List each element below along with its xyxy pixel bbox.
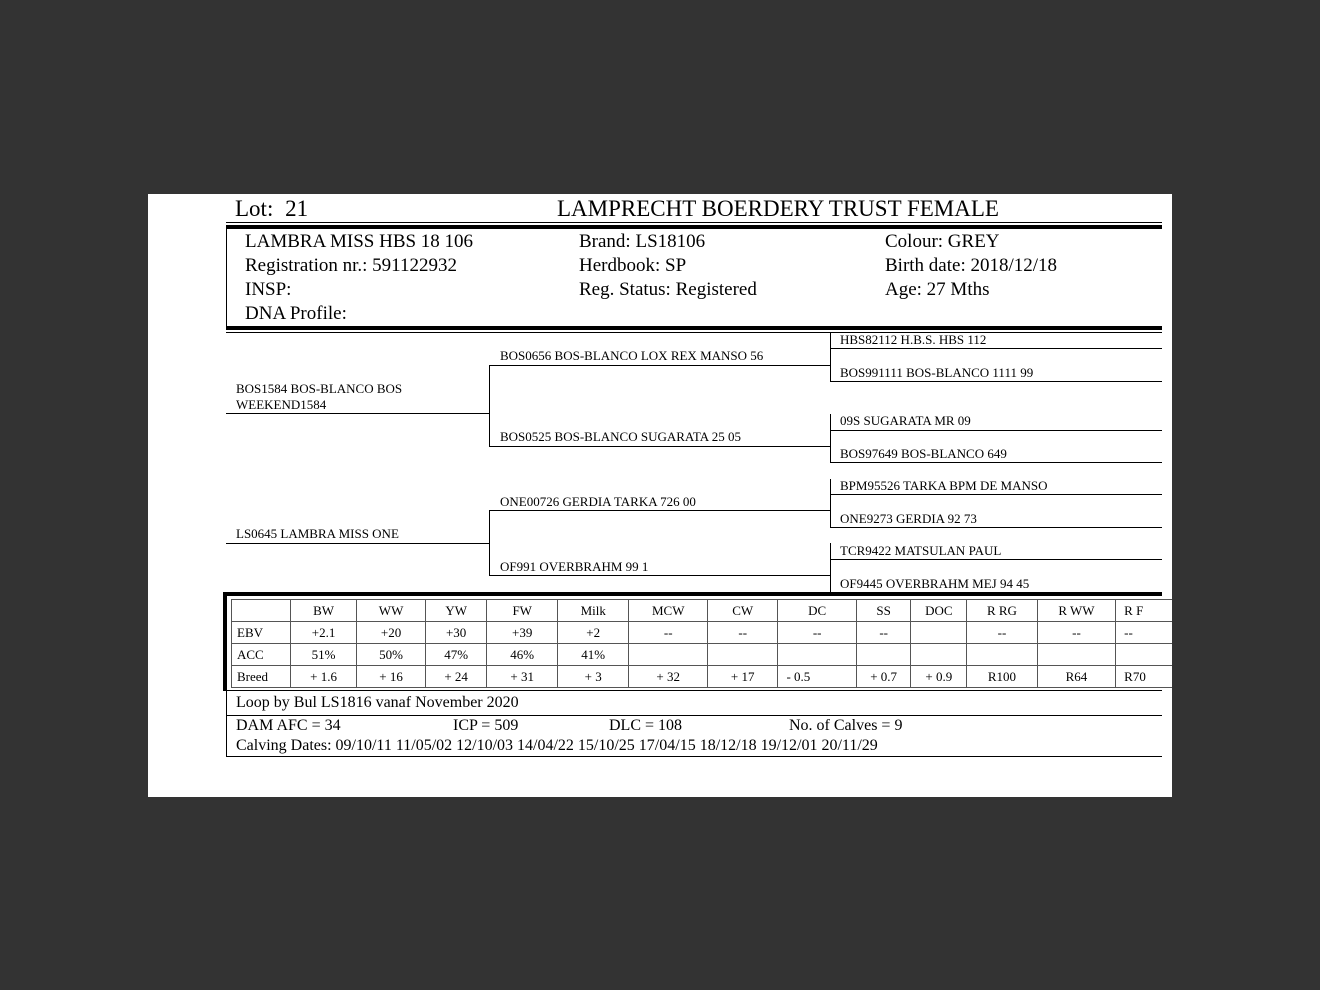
table-cell: + 3 xyxy=(557,666,629,688)
pedigree-great-1: HBS82112 H.B.S. HBS 112 xyxy=(840,332,987,347)
table-row xyxy=(232,666,1173,688)
table-cell: +20 xyxy=(357,622,426,644)
pedigree-great-5: BPM95526 TARKA BPM DE MANSO xyxy=(840,478,1048,493)
row-label: Breed xyxy=(232,666,291,688)
table-header: DC xyxy=(778,600,856,622)
table-cell: -- xyxy=(1116,622,1172,644)
calving-dates: Calving Dates: 09/10/11 11/05/02 12/10/03 14/04/22 15/10/25 17/04/15 18/12/18 19/12/01 20/11/29 xyxy=(236,737,878,754)
pedigree-great-6: ONE9273 GERDIA 92 73 xyxy=(840,511,977,526)
pedigree-sire: BOS1584 BOS-BLANCO BOS WEEKEND1584 xyxy=(236,381,403,412)
table-cell: -- xyxy=(856,622,911,644)
table-cell: R64 xyxy=(1037,666,1115,688)
pedigree-dam-sire: ONE00726 GERDIA TARKA 726 00 xyxy=(500,494,696,509)
pedigree-line xyxy=(226,413,490,414)
pedigree-line xyxy=(489,510,830,511)
table-cell: 47% xyxy=(425,644,487,666)
lot-label xyxy=(235,196,308,222)
table-cell: +2.1 xyxy=(290,622,357,644)
colour: Colour: GREY xyxy=(885,231,1000,252)
table-cell: + 0.7 xyxy=(856,666,911,688)
pedigree-line xyxy=(830,559,1162,560)
divider xyxy=(223,592,1162,596)
pedigree-line xyxy=(830,462,1162,463)
table-cell: -- xyxy=(629,622,708,644)
dlc: DLC = 108 xyxy=(609,717,683,734)
table-header: SS xyxy=(856,600,911,622)
animal-name: LAMBRA MISS HBS 18 106 xyxy=(245,231,474,252)
row-label: ACC xyxy=(232,644,291,666)
pedigree-great-2: BOS991111 BOS-BLANCO 1111 99 xyxy=(840,365,1034,380)
divider xyxy=(226,222,1162,223)
table-header: MCW xyxy=(629,600,708,622)
pedigree-line xyxy=(489,446,830,447)
divider xyxy=(223,592,227,691)
divider xyxy=(226,715,1162,716)
pedigree-great-4: BOS97649 BOS-BLANCO 649 xyxy=(840,446,1007,461)
ebv-table xyxy=(231,599,1172,688)
table-cell: +39 xyxy=(487,622,558,644)
table-cell: +30 xyxy=(425,622,487,644)
table-cell: 50% xyxy=(357,644,426,666)
pedigree-line xyxy=(489,365,830,366)
pedigree-dam: LS0645 LAMBRA MISS ONE xyxy=(236,526,399,541)
pedigree-dam-dam: OF991 OVERBRAHM 99 1 xyxy=(500,559,649,574)
pedigree-line xyxy=(830,414,831,463)
table-cell: 51% xyxy=(290,644,357,666)
brand: Brand: LS18106 xyxy=(579,231,706,252)
table-row xyxy=(232,622,1173,644)
table-cell: -- xyxy=(707,622,777,644)
divider xyxy=(226,225,1162,229)
pedigree-line xyxy=(226,543,490,544)
dna-profile: DNA Profile: xyxy=(245,303,347,324)
divider xyxy=(226,756,1162,757)
pedigree-line xyxy=(489,365,490,447)
table-cell xyxy=(778,644,856,666)
lot-label-text: Lot: xyxy=(235,196,274,221)
pedigree-line xyxy=(830,543,831,592)
table-header: R WW xyxy=(1037,600,1115,622)
pedigree-line xyxy=(489,510,490,576)
divider xyxy=(226,326,1162,330)
pedigree-line xyxy=(830,494,1162,495)
table-cell: + 17 xyxy=(707,666,777,688)
pedigree-great-8: OF9445 OVERBRAHM MEJ 94 45 xyxy=(840,576,1030,591)
table-cell xyxy=(1116,644,1172,666)
table-header: YW xyxy=(425,600,487,622)
table-cell: + 1.6 xyxy=(290,666,357,688)
number-of-calves: No. of Calves = 9 xyxy=(789,717,903,734)
table-cell xyxy=(967,644,1038,666)
pedigree-great-3: 09S SUGARATA MR 09 xyxy=(840,413,971,428)
table-cell: + 32 xyxy=(629,666,708,688)
table-cell: 46% xyxy=(487,644,558,666)
pedigree-line xyxy=(830,333,831,381)
table-row xyxy=(232,644,1173,666)
table-cell xyxy=(856,644,911,666)
table-cell: + 24 xyxy=(425,666,487,688)
table-header: R RG xyxy=(967,600,1038,622)
table-cell: + 31 xyxy=(487,666,558,688)
dam-afc: DAM AFC = 34 xyxy=(236,717,341,734)
table-cell: - 0.5 xyxy=(778,666,856,688)
table-header: CW xyxy=(707,600,777,622)
table-header: FW xyxy=(487,600,558,622)
service-note: Loop by Bul LS1816 vanaf November 2020 xyxy=(236,694,519,711)
herdbook: Herdbook: SP xyxy=(579,255,687,276)
icp: ICP = 509 xyxy=(453,717,519,734)
table-row xyxy=(232,600,1173,622)
table-cell: + 16 xyxy=(357,666,426,688)
divider xyxy=(226,691,227,757)
table-cell: -- xyxy=(778,622,856,644)
pedigree-sire-dam: BOS0525 BOS-BLANCO SUGARATA 25 05 xyxy=(500,429,741,444)
table-cell: 41% xyxy=(557,644,629,666)
table-header: DOC xyxy=(911,600,967,622)
divider xyxy=(226,332,1162,333)
table-cell xyxy=(707,644,777,666)
pedigree-line xyxy=(830,430,1162,431)
row-label: EBV xyxy=(232,622,291,644)
registration-number: Registration nr.: 591122932 xyxy=(245,255,457,276)
table-cell: -- xyxy=(967,622,1038,644)
birth-date: Birth date: 2018/12/18 xyxy=(885,255,1058,276)
pedigree-line xyxy=(830,479,831,528)
page-title: LAMPRECHT BOERDERY TRUST FEMALE xyxy=(557,196,999,221)
divider xyxy=(226,229,227,327)
table-cell: R100 xyxy=(967,666,1038,688)
table-cell xyxy=(1037,644,1115,666)
pedigree-line xyxy=(489,575,830,576)
pedigree-sire-sire: BOS0656 BOS-BLANCO LOX REX MANSO 56 xyxy=(500,348,764,363)
pedigree-line xyxy=(830,348,1162,349)
table-cell xyxy=(232,600,291,622)
table-header: Milk xyxy=(557,600,629,622)
table-cell xyxy=(911,622,967,644)
table-cell xyxy=(629,644,708,666)
table-header: BW xyxy=(290,600,357,622)
insp: INSP: xyxy=(245,279,292,300)
lot-card xyxy=(148,194,1172,797)
divider xyxy=(226,690,1162,691)
pedigree-great-7: TCR9422 MATSULAN PAUL xyxy=(840,543,1002,558)
reg-status: Reg. Status: Registered xyxy=(579,279,757,300)
table-cell: R70 xyxy=(1116,666,1172,688)
age: Age: 27 Mths xyxy=(885,279,990,300)
pedigree-line xyxy=(830,527,1162,528)
table-cell: + 0.9 xyxy=(911,666,967,688)
table-cell: +2 xyxy=(557,622,629,644)
pedigree-line xyxy=(830,381,1162,382)
table-cell xyxy=(911,644,967,666)
lot-number: 21 xyxy=(285,196,309,221)
table-header: R F xyxy=(1116,600,1172,622)
table-cell: -- xyxy=(1037,622,1115,644)
table-header: WW xyxy=(357,600,426,622)
